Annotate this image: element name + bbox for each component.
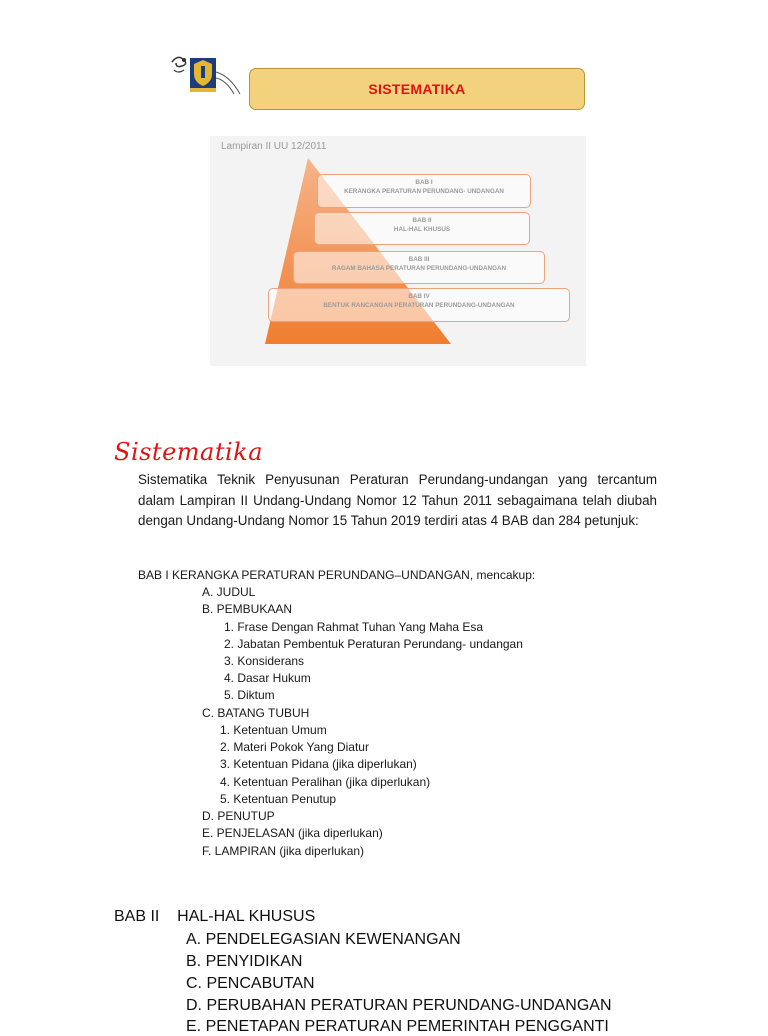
list-item: B. PEMBUKAAN	[202, 602, 293, 616]
bab1-title: BAB I KERANGKA PERATURAN PERUNDANG–UNDANGAN, mencakup:	[138, 568, 536, 582]
tier-label: BAB II	[412, 217, 432, 224]
list-item: 2. Materi Pokok Yang Diatur	[220, 740, 369, 754]
tier-bab-3	[293, 251, 545, 284]
ministry-logo-icon	[168, 52, 244, 98]
list-item: 2. Jabatan Pembentuk Peraturan Perundang- undangan	[224, 637, 523, 651]
list-item: A. JUDUL	[202, 585, 256, 599]
pyramid-figure	[210, 136, 586, 366]
tier-bab-1	[317, 174, 531, 208]
list-item: 3. Konsiderans	[224, 654, 305, 668]
tier-text: HAL-HAL KHUSUS	[393, 226, 451, 233]
list-item: C. PENCABUTAN	[186, 975, 315, 992]
tier-label: BAB I	[415, 179, 433, 186]
list-item: 1. Frase Dengan Rahmat Tuhan Yang Maha Esa	[224, 620, 484, 634]
list-item: 5. Diktum	[224, 688, 275, 702]
tier-text: BENTUK RANCANGAN PERATURAN PERUNDANG-UNDANGAN	[323, 302, 515, 309]
tier-bab-2	[314, 212, 530, 245]
list-item: C. BATANG TUBUH	[202, 706, 310, 720]
list-item: E. PENJELASAN (jika diperlukan)	[202, 826, 383, 840]
list-item: 5. Ketentuan Penutup	[220, 792, 337, 806]
header-title-box	[249, 68, 585, 110]
list-item: B. PENYIDIKAN	[186, 953, 303, 970]
figure-caption: Lampiran II UU 12/2011	[221, 141, 327, 152]
list-item: 3. Ketentuan Pidana (jika diperlukan)	[220, 757, 417, 771]
tier-label: BAB III	[408, 256, 430, 263]
page-title: SISTEMATIKA	[368, 81, 466, 97]
list-item: D. PENUTUP	[202, 809, 275, 823]
bab2-title: BAB II HAL-HAL KHUSUS	[114, 908, 316, 925]
tier-text: KERANGKA PERATURAN PERUNDANG- UNDANGAN	[344, 188, 504, 195]
list-item: 4. Ketentuan Peralihan (jika diperlukan)	[220, 775, 431, 789]
list-item: F. LAMPIRAN (jika diperlukan)	[202, 844, 365, 858]
tier-text: RAGAM BAHASA PERATURAN PERUNDANG-UNDANGAN	[331, 265, 507, 272]
intro-paragraph: Sistematika Teknik Penyusunan Peraturan Perundang-undangan yang tercantum dalam Lampiran II Undang-Undang Nomor 12 Tahun 2011 sebagaimana telah diubah dengan Undang-Undang Nomor 15 Tahun 2019 terdiri atas 4 BAB dan 284 petunjuk:	[138, 472, 657, 529]
list-item: D. PERUBAHAN PERATURAN PERUNDANG-UNDANGAN	[186, 997, 612, 1014]
list-item: E. PENETAPAN PERATURAN PEMERINTAH PENGGANTI	[186, 1018, 609, 1035]
section-heading: Sistematika	[114, 438, 264, 466]
list-item: 4. Dasar Hukum	[224, 671, 311, 685]
tier-bab-4	[268, 288, 570, 322]
list-item: A. PENDELEGASIAN KEWENANGAN	[186, 931, 461, 948]
list-item: 1. Ketentuan Umum	[220, 723, 327, 737]
tier-label: BAB IV	[408, 293, 430, 300]
